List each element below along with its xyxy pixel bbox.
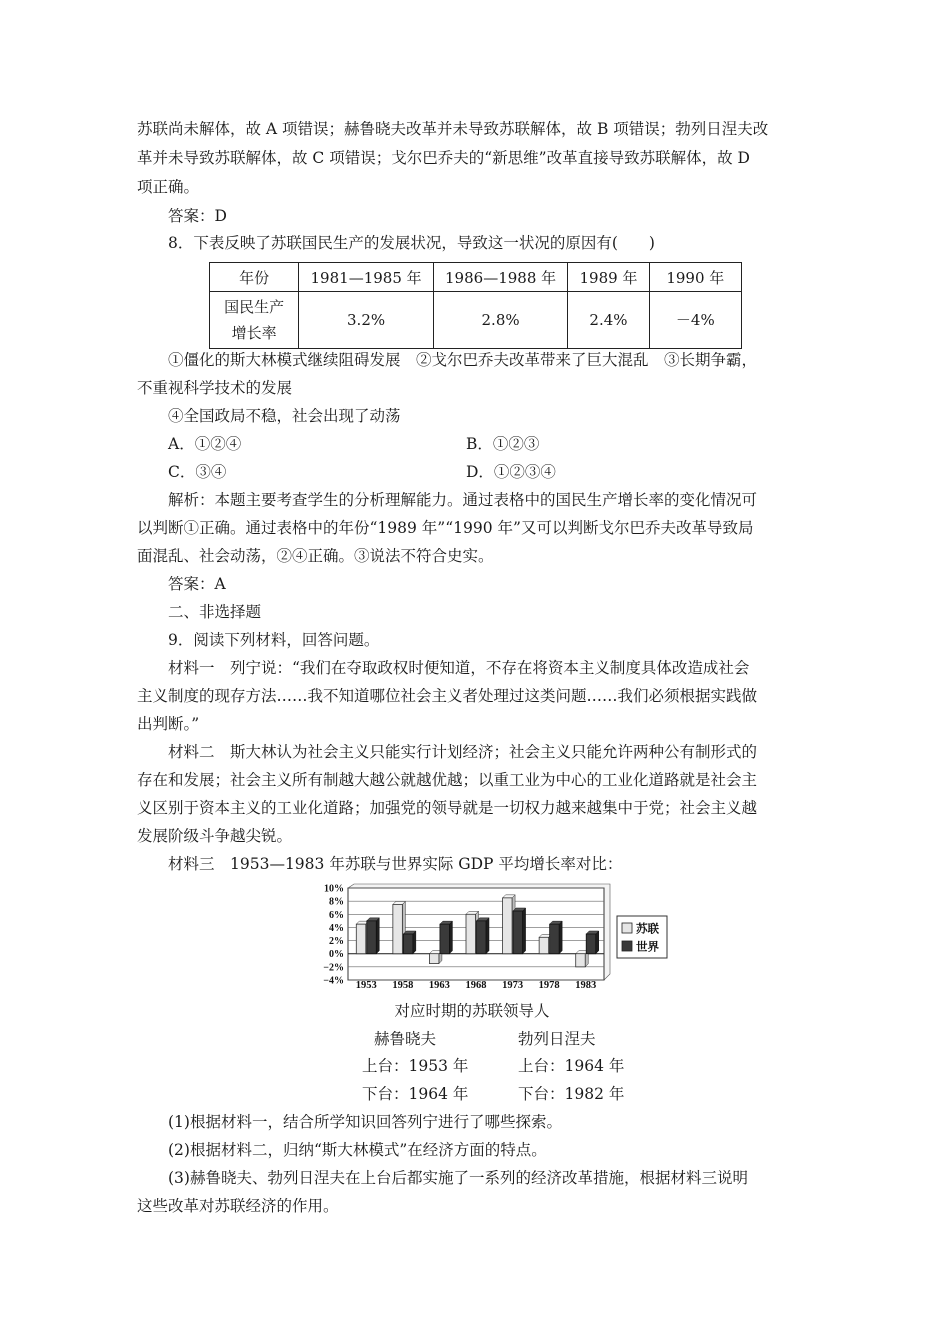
q8-stem: 8．下表反映了苏联国民生产的发展状况，导致这一状况的原因有( ) [168,234,655,252]
gdp-comparison-chart [308,882,673,990]
y-tick-label: 2% [329,936,344,948]
table-header-cell: 1981—1985 年 [299,263,434,292]
sub-question: (2)根据材料二，归纳“斯大林模式”在经济方面的特点。 [168,1141,547,1159]
table-header-cell: 年份 [210,263,299,292]
leader-name: 赫鲁晓夫 [374,1030,437,1048]
bar [466,914,476,953]
table-cell: 2.8% [433,292,568,349]
q8-analysis-line: 以判断①正确。通过表格中的年份“1989 年”“1990 年”又可以判断戈尔巴乔夫改革导致局 [137,519,754,537]
legend-swatch [622,941,632,951]
x-tick-label: 1958 [392,980,414,990]
material-2-line: 发展阶级斗争越尖锐。 [137,827,293,845]
legend-label: 世界 [636,941,659,954]
table-cell: 2.4% [568,292,649,349]
x-tick-label: 1968 [465,980,487,990]
leader-name: 勃列日涅夫 [518,1030,596,1048]
bar [576,954,586,967]
q7-answer: 答案：D [168,207,227,225]
q8-analysis-line: 解析：本题主要考查学生的分析理解能力。通过表格中的国民生产增长率的变化情况可 [168,491,758,509]
option-b: B．①②③ [466,435,540,453]
x-tick-label: 1983 [575,980,597,990]
table-row-label [210,292,299,349]
row-label-line: 国民生产 [224,298,285,316]
sub-question: (3)赫鲁晓夫、勃列日涅夫在上台后都实施了一系列的经济改革措施，根据材料三说明 [168,1169,748,1187]
sub-question: 这些改革对苏联经济的作用。 [137,1197,339,1215]
bar-side [376,918,379,954]
section-heading: 二、非选择题 [168,603,262,621]
bar [586,934,596,954]
y-tick-label: 0% [329,949,344,961]
bar [513,911,523,954]
leader-term-end: 下台：1982 年 [518,1085,625,1103]
q8-items-line: ④全国政局不稳，社会出现了动荡 [168,407,401,425]
y-tick-label: 4% [329,922,344,934]
leader-term-start: 上台：1953 年 [362,1057,469,1075]
bar-side [596,931,599,954]
q7-analysis-line: 革并未导致苏联解体，故 C 项错误；戈尔巴乔夫的“新思维”改革直接导致苏联解体，故 D [137,149,750,167]
table-cell: 3.2% [299,292,434,349]
bar [393,904,403,953]
q9-stem: 9．阅读下列材料，回答问题。 [168,631,380,649]
x-tick-label: 1953 [355,980,377,990]
y-tick-label: 10% [324,883,344,895]
material-1-line: 材料一 列宁说：“我们在夺取政权时便知道，不存在将资本主义制度具体改造成社会 [168,659,750,677]
bar [503,898,513,954]
table-cell: －4% [649,292,741,349]
q8-items-line: ①僵化的斯大林模式继续阻碍发展 ②戈尔巴乔夫改革带来了巨大混乱 ③长期争霸， [168,351,758,369]
option-a: A．①②④ [168,435,242,453]
x-tick-label: 1963 [428,980,450,990]
material-2-line: 存在和发展；社会主义所有制越大越公就越优越；以重工业为中心的工业化道路就是社会主 [137,771,758,789]
sub-question: (1)根据材料一，结合所学知识回答列宁进行了哪些探索。 [168,1113,562,1131]
material-1-line: 主义制度的现存方法……我不知道哪位社会主义者处理过这类问题……我们必须根据实践做 [137,687,758,705]
x-tick-label: 1978 [538,980,560,990]
chart-svg [308,882,673,990]
leader-term-start: 上台：1964 年 [518,1057,625,1075]
material-1-line: 出判断。” [137,715,200,733]
y-tick-label: 6% [329,909,344,921]
option-d: D．①②③④ [466,463,556,481]
bar [367,921,377,954]
y-tick-label: −2% [323,962,344,974]
q8-analysis-line: 面混乱、社会动荡，②④正确。③说法不符合史实。 [137,547,494,565]
material-3-line: 材料三 1953—1983 年苏联与世界实际 GDP 平均增长率对比： [168,855,623,873]
gdp-growth-table [209,262,742,349]
material-2-line: 义区别于资本主义的工业化道路；加强党的领导就是一切权力越来越集中于党；社会主义越 [137,799,758,817]
q7-analysis-line: 项正确。 [137,178,200,196]
chart-caption: 对应时期的苏联领导人 [394,1002,550,1020]
bar [440,924,450,954]
leader-term-end: 下台：1964 年 [362,1085,469,1103]
q8-items-line: 不重视科学技术的发展 [137,379,293,397]
bar [539,937,549,953]
bar-side [486,918,489,954]
bar [550,924,560,954]
y-tick-label: −4% [323,975,344,987]
table-header-cell: 1986—1988 年 [433,263,568,292]
y-tick-label: 8% [329,896,344,908]
bar [403,934,413,954]
bar [429,954,439,964]
q7-analysis-line: 苏联尚未解体，故 A 项错误；赫鲁晓夫改革并未导致苏联解体，故 B 项错误；勃列日涅夫改 [137,120,769,138]
bar-side [449,921,452,954]
legend-label: 苏联 [636,923,659,936]
material-2-line: 材料二 斯大林认为社会主义只能实行计划经济；社会主义只能允许两种公有制形式的 [168,743,758,761]
option-c: C．③④ [168,463,227,481]
legend-swatch [622,923,632,933]
table-header-cell: 1990 年 [649,263,741,292]
bar-side [559,921,562,954]
bar-side [413,931,416,954]
bar-side [523,908,526,954]
table-header-cell: 1989 年 [568,263,649,292]
x-tick-label: 1973 [502,980,524,990]
bar [477,921,487,954]
bar [356,924,366,954]
row-label-line: 增长率 [231,324,277,342]
q8-answer: 答案：A [168,575,226,593]
